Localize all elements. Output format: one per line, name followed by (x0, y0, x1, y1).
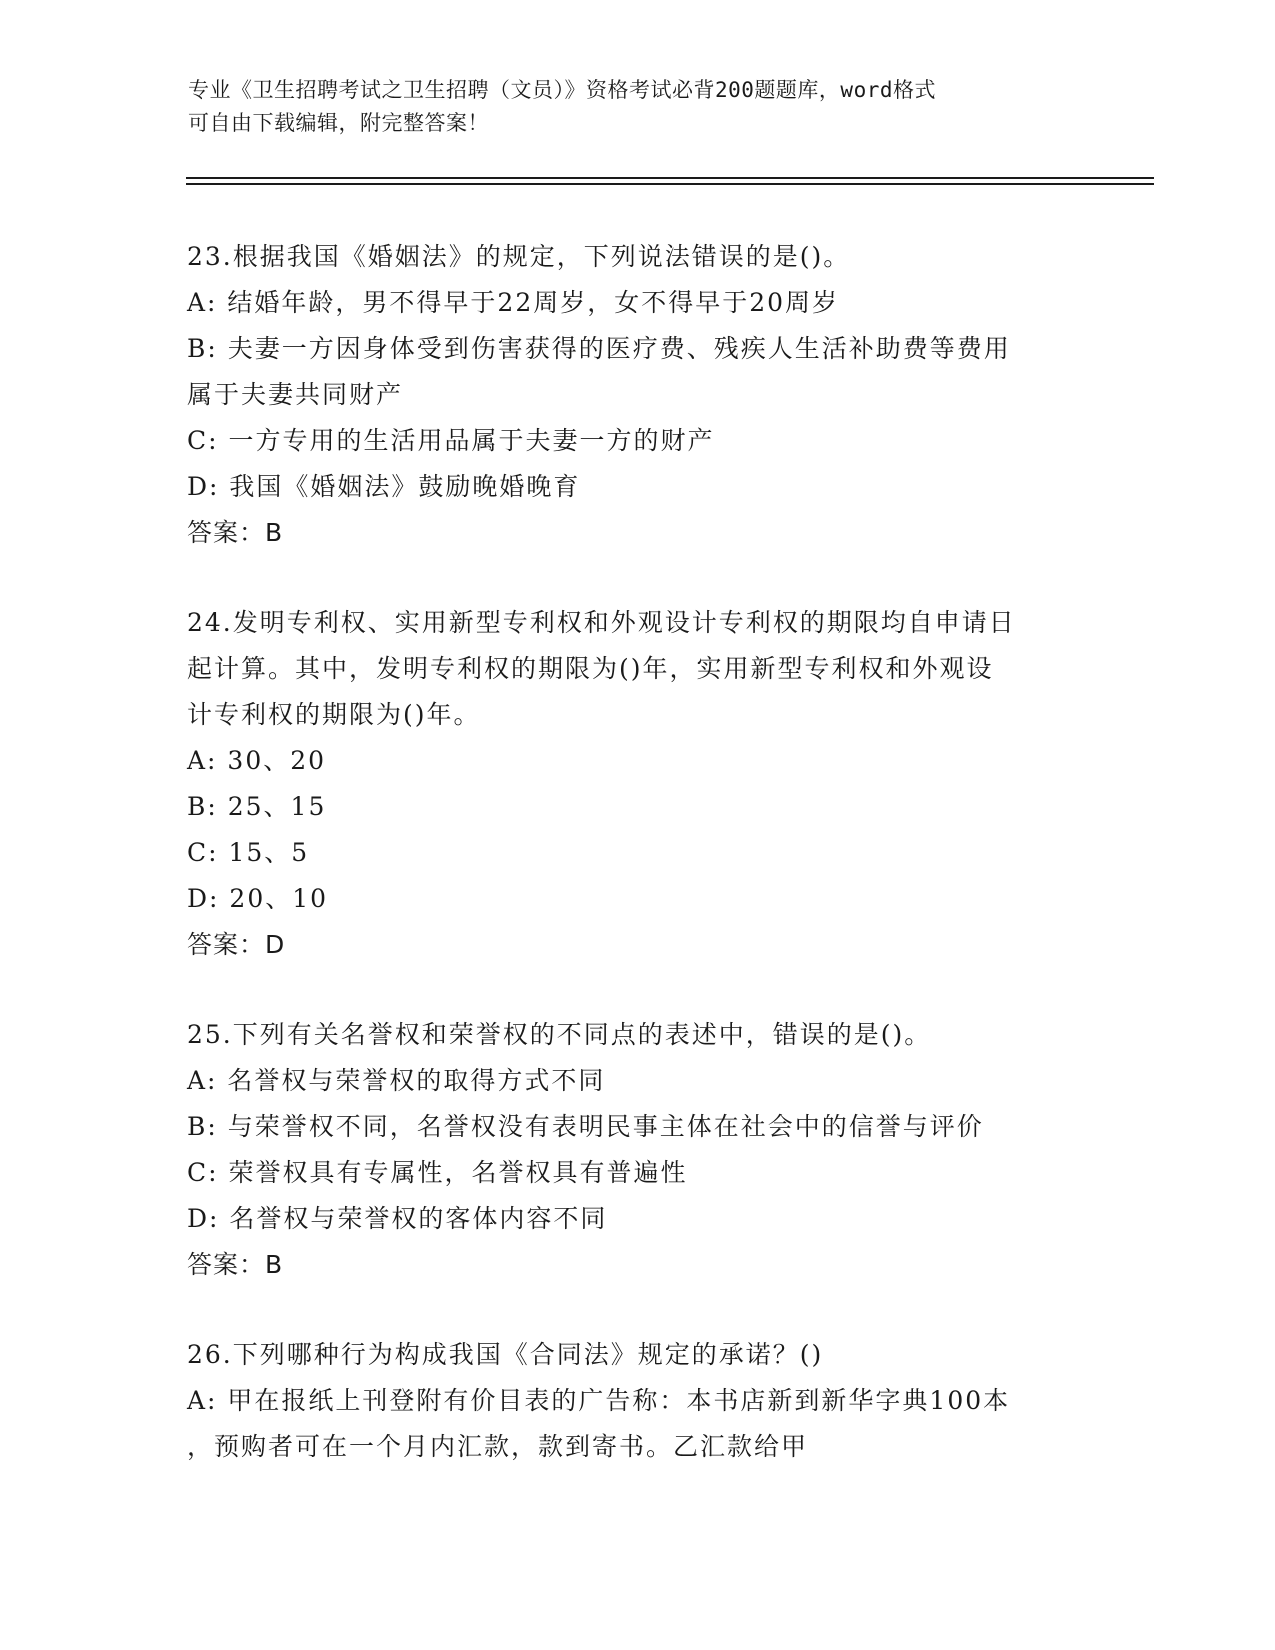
option-c: C: 荣誉权具有专属性，名誉权具有普遍性 (187, 1158, 688, 1187)
question-stem-continued: 计专利权的期限为()年。 (187, 700, 481, 729)
option-b: B: 25、15 (187, 792, 327, 821)
option-c: C: 一方专用的生活用品属于夫妻一方的财产 (187, 426, 715, 455)
option-d: D: 20、10 (187, 884, 329, 913)
option-a: A: 结婚年龄，男不得早于22周岁，女不得早于20周岁 (187, 288, 840, 317)
question-stem: 26.下列哪种行为构成我国《合同法》规定的承诺？() (187, 1340, 824, 1369)
document-header (188, 74, 1088, 140)
answer-label: 答案：D (187, 930, 286, 959)
option-a-continued: ，预购者可在一个月内汇款，款到寄书。乙汇款给甲 (187, 1432, 809, 1461)
option-d: D: 我国《婚姻法》鼓励晚婚晚育 (187, 472, 581, 501)
question-stem: 23.根据我国《婚姻法》的规定，下列说法错误的是()。 (187, 242, 851, 271)
answer-label: 答案：B (187, 1250, 284, 1279)
option-d: D: 名誉权与荣誉权的客体内容不同 (187, 1204, 608, 1233)
option-b-continued: 属于夫妻共同财产 (187, 380, 404, 409)
option-a: A: 甲在报纸上刊登附有价目表的广告称：本书店新到新华字典100本 (187, 1386, 1011, 1415)
header-line-2: 可自由下载编辑，附完整答案！ (188, 111, 489, 135)
question-stem-continued: 起计算。其中，发明专利权的期限为()年，实用新型专利权和外观设 (187, 654, 994, 683)
answer-label: 答案：B (187, 518, 284, 547)
option-a: A: 30、20 (187, 746, 327, 775)
option-b: B: 与荣誉权不同，名誉权没有表明民事主体在社会中的信誉与评价 (187, 1112, 984, 1141)
option-a: A: 名誉权与荣誉权的取得方式不同 (187, 1066, 606, 1095)
header-line-1: 专业《卫生招聘考试之卫生招聘（文员）》资格考试必背200题题库，word格式 (188, 78, 936, 102)
question-block (187, 234, 1087, 556)
question-stem: 24.发明专利权、实用新型专利权和外观设计专利权的期限均自申请日 (187, 608, 1016, 637)
option-b: B: 夫妻一方因身体受到伤害获得的医疗费、残疾人生活补助费等费用 (187, 334, 1011, 363)
question-block (187, 1012, 1087, 1288)
question-list (187, 234, 1087, 1470)
option-c: C: 15、5 (187, 838, 310, 867)
question-block (187, 1332, 1087, 1470)
header-divider-top (186, 177, 1154, 179)
header-divider-bottom (186, 183, 1154, 185)
question-block (187, 600, 1087, 968)
question-stem: 25.下列有关名誉权和荣誉权的不同点的表述中，错误的是()。 (187, 1020, 932, 1049)
